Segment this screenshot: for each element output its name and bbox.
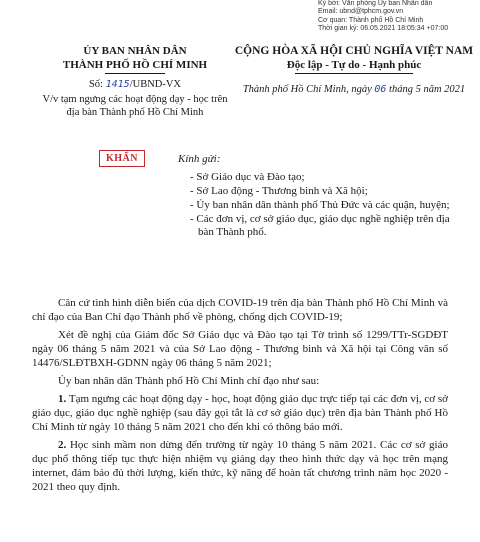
recipient-item: - Sở Giáo dục và Đào tạo; <box>190 171 305 183</box>
issuer-underline <box>105 73 165 74</box>
document-number-prefix: Số: <box>88 79 103 90</box>
recipient-item: - Các đơn vị, cơ sở giáo dục, giáo dục nghề nghiệp trên địa bàn Thành phố. <box>190 213 450 238</box>
digital-signature-block <box>318 0 478 34</box>
recipient-item: - Ủy ban nhân dân thành phố Thủ Đức và các quận, huyện; <box>190 199 450 211</box>
document-body <box>32 296 448 498</box>
document-number-suffix: /UBND-VX <box>129 79 182 90</box>
national-title: CỘNG HÒA XÃ HỘI CHỦ NGHĨA VIỆT NAM <box>234 45 474 57</box>
signature-signer: Ký bởi: Văn phòng Ủy ban Nhân dân <box>318 0 433 7</box>
signature-time: Thời gian ký: 06.05.2021 18:05:34 +07:00 <box>318 25 449 33</box>
national-header <box>232 44 476 96</box>
date-suffix: tháng 5 năm 2021 <box>389 84 466 95</box>
document-subject: V/v tạm ngưng các hoạt động dạy - học trên địa bàn Thành phố Hồ Chí Minh <box>42 94 228 118</box>
body-paragraph-5 <box>32 438 448 494</box>
item-text-1: Tạm ngưng các hoạt động dạy - học, hoạt động giáo dục trực tiếp tại các đơn vị, cơ sở giáo dục, giáo dục nghề nghiệp (sau đây gọi tắt là cơ sở giáo dục) trên địa bàn Thành phố Hồ Chí Minh từ ngày 10 tháng 5 năm 2021 cho đến khi có thông báo mới. <box>32 393 448 433</box>
signature-email: Email: ubnd@tphcm.gov.vn <box>318 8 404 16</box>
document-number <box>40 78 230 91</box>
recipient-list <box>190 171 460 240</box>
issuer-header <box>40 44 230 119</box>
date-prefix: Thành phố Hồ Chí Minh, ngày <box>242 84 372 95</box>
item-text-2: Học sinh mầm non dừng đến trường từ ngày 10 tháng 5 năm 2021. Các cơ sở giáo dục phổ thông tiếp tục thực hiện nhiệm vụ giảng dạy theo hình thức dạy và học trên mạng internet, đảm bảo đủ thời lượng, kiến thức, kỹ năng để hoàn tất chương trình năm học 2020 - 2021 theo quy định. <box>32 439 448 493</box>
item-number-1: 1. <box>58 393 67 405</box>
document-date <box>232 83 476 96</box>
recipient-item: - Sở Lao động - Thương binh và Xã hội; <box>190 185 368 197</box>
date-day-handwritten: 06 <box>374 84 387 95</box>
body-paragraph-2: Xét đề nghị của Giám đốc Sở Giáo dục và Đào tạo tại Tờ trình số 1299/TTr-SGDĐT ngày 06 tháng 5 năm 2021 và của Sở Lao động - Thương binh và Xã hội tại Công văn số 14476/SLĐTBXH-GDNN ngày 06 tháng 5 năm 2021; <box>32 329 448 369</box>
national-motto: Độc lập - Tự do - Hạnh phúc <box>286 59 422 71</box>
issuer-name-line2: THÀNH PHỐ HỒ CHÍ MINH <box>62 59 208 71</box>
body-paragraph-1: Căn cứ tình hình diễn biến của dịch COVID-19 trên địa bàn Thành phố Hồ Chí Minh và chỉ đạo của Ban Chỉ đạo Thành phố về phòng, chống dịch COVID-19; <box>32 297 448 323</box>
urgent-stamp: KHẨN <box>99 150 145 167</box>
issuer-name-line1: ỦY BAN NHÂN DÂN <box>83 45 187 57</box>
body-paragraph-3: Ủy ban nhân dân Thành phố Hồ Chí Minh chỉ đạo như sau: <box>58 375 320 387</box>
signature-agency: Cơ quan: Thành phố Hồ Chí Minh <box>318 16 424 24</box>
item-number-2: 2. <box>58 439 67 451</box>
body-paragraph-4 <box>32 392 448 434</box>
motto-underline <box>295 73 413 74</box>
salutation: Kính gửi: <box>178 153 221 165</box>
document-number-handwritten: 1415 <box>105 79 130 90</box>
